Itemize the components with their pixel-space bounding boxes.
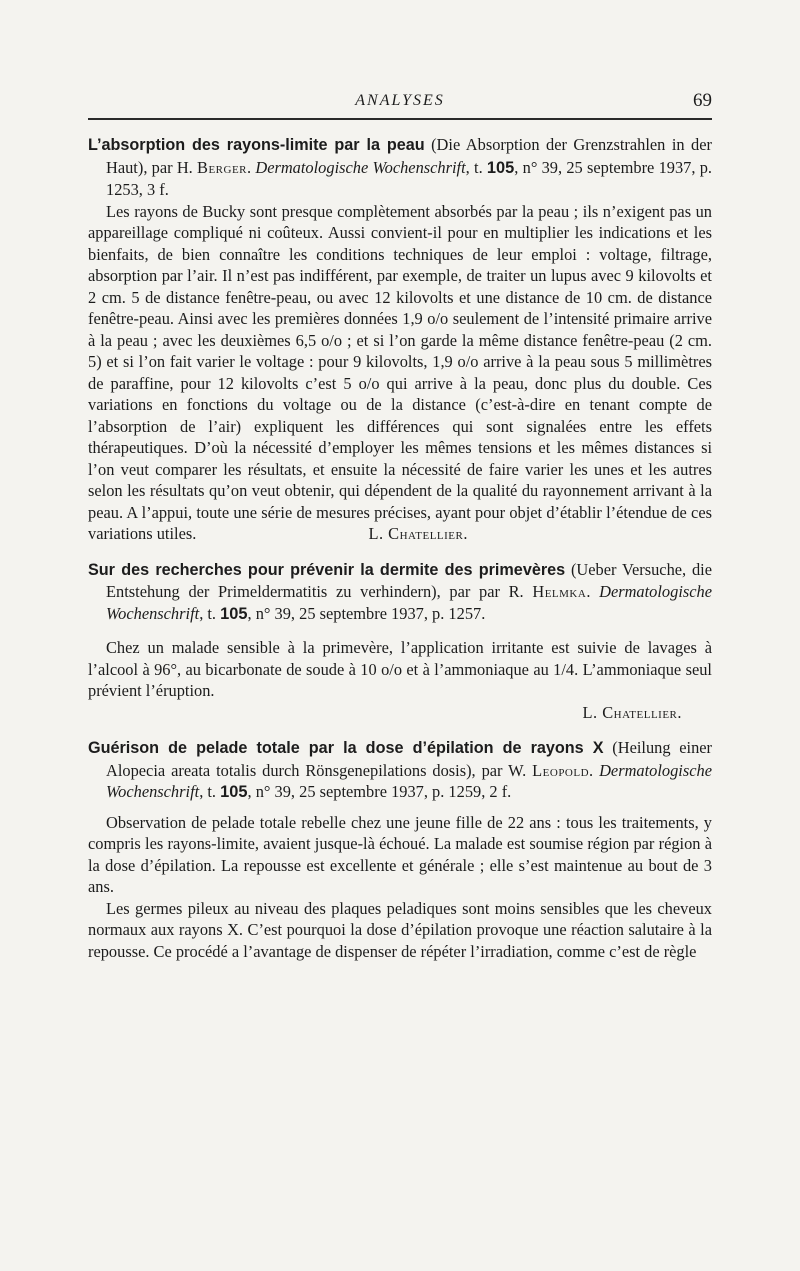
entry-volume: 105 [486,158,515,177]
entry-volume: 105 [220,604,248,623]
entry-journal: Dermatologische Wochenschrift [106,582,713,623]
entry-title: Guérison de pelade totale par la dose d’épilation de rayons X [88,739,604,757]
entry-author: Leopold [532,760,590,780]
running-head-title: ANALYSES [355,92,445,109]
abstract-entry-1 [88,134,712,545]
running-head [88,92,712,114]
abstract-entry-2 [88,559,712,724]
entry-heading: L’absorption des rayons-limite par la peau (Die Absorption der Grenzstrahlen in der Haut), par H. Berger. Dermatologische Wochenschrift, t. 105, n° 39, 25 septembre 1937, p. 1253, 3 f. [88,135,712,199]
entry-title: L’absorption des rayons-limite par la peau [88,136,425,154]
entry-heading: Sur des recherches pour prévenir la dermite des primevères (Ueber Versuche, die Entstehung der Primeldermatitis zu verhindern), par par R. Helmka. Dermatologische Wochenschrift, t. 105, n° 39, 25 septembre 1937, p. 1257. [88,559,713,623]
entry-paragraph: Les rayons de Bucky sont presque complètement absorbés par la peau ; ils n’exigent pas un appareillage compliqué ni coûteux. Aussi convient-il pour en multiplier les indications et les bienfaits, de bien connaître les conditions techniques de leur emploi : voltage, filtrage, absorption par l’air. Il n’est pas indifférent, par exemple, de traiter un lupus avec 9 kilovolts et 2 cm. 5 de distance fenêtre-peau, ou avec 12 kilovolts et une distance de 10 cm. de distance fenêtre-peau. Ainsi avec les premières données 1,9 o/o seulement de l’intensité primaire arrive à la peau ; avec les deuxièmes 6,5 o/o ; et si l’on garde la même distance fenêtre-peau (2 cm. 5) et si l’on fait varier le voltage : pour 9 kilovolts, 1,9 o/o arrive à la peau sous 5 millimètres de paraffine, pour 12 kilovolts c’est 5 o/o qui arrive à la peau, donc plus du double. Ces variations en fonctions du voltage ou de la distance (c’est-à-dire en tenant compte de l’absorption de l’air) expliquent les différences qui sont signalées entre les effets thérapeutiques. D’où la nécessité d’employer les mêmes tensions et les mêmes distances si l’on veut comparer les résultats, et ensuite la nécessité de faire varier les unes et les autres selon les résultats qu’on veut obtenir, qui dépendent de la qualité du rayonnement arrivant à la peau. A l’appui, toute une série de mesures précises, ayant pour objet d’établir l’étendue de ces variations utiles. L. Chatellier. [88,201,712,543]
page-number: 69 [693,90,712,111]
entry-heading: Guérison de pelade totale par la dose d’épilation de rayons X (Heilung einer Alopecia areata totalis durch Rönsgenepilations dosis), par W. Leopold. Dermatologische Wochenschrift, t. 105, n° 39, 25 septembre 1937, p. 1259, 2 f. [88,738,712,801]
entry-author: Berger [197,157,248,177]
entry-citation: (Heilung einer Alopecia areata totalis durch Rönsgenepilations dosis), par W. [106,738,712,780]
entry-paragraph: Les germes pileux au niveau des plaques peladiques sont moins sensibles que les cheveux normaux aux rayons X. C’est pourquoi la dose d’épilation provoque une réaction salutaire à la repousse. Ce procédé a l’avantage de dispenser de répéter l’irradiation, comme c’est de règle [88,898,712,961]
header-rule [88,118,712,120]
entry-citation: (Die Absorption der Grenzstrahlen in der Haut), par H. [106,135,712,177]
entry-signature: L. Chatellier. [368,524,468,543]
entry-paragraph: Observation de pelade totale rebelle chez une jeune fille de 22 ans : tous les traitements, y compris les rayons-limite, avaient jusque-là échoué. La malade est soumise région par région à la dose d’épilation. La repousse est excellente et générale ; elle s’est maintenue au bout de 3 ans. [88,812,712,896]
entry-journal: Dermatologische Wochenschrift [255,157,466,177]
entry-journal: Dermatologische Wochenschrift [106,760,712,801]
entry-citation: (Ueber Versuche, die Entstehung der Primeldermatitis zu verhindern), par par R. [106,559,712,601]
entry-paragraph: Chez un malade sensible à la primevère, l’application irritante est suivie de lavages à l’alcool à 96°, au bicarbonate de soude à 10 o/o et à l’ammoniaque au 1/4. L’ammoniaque seul prévient l’éruption. [88,638,712,700]
article-body [88,134,712,976]
entry-author: Helmka [532,582,587,601]
entry-signature: L. Chatellier. [582,702,682,722]
entry-volume: 105 [220,783,248,801]
abstract-entry-3 [88,737,712,962]
entry-title: Sur des recherches pour prévenir la dermite des primevères [88,560,566,579]
